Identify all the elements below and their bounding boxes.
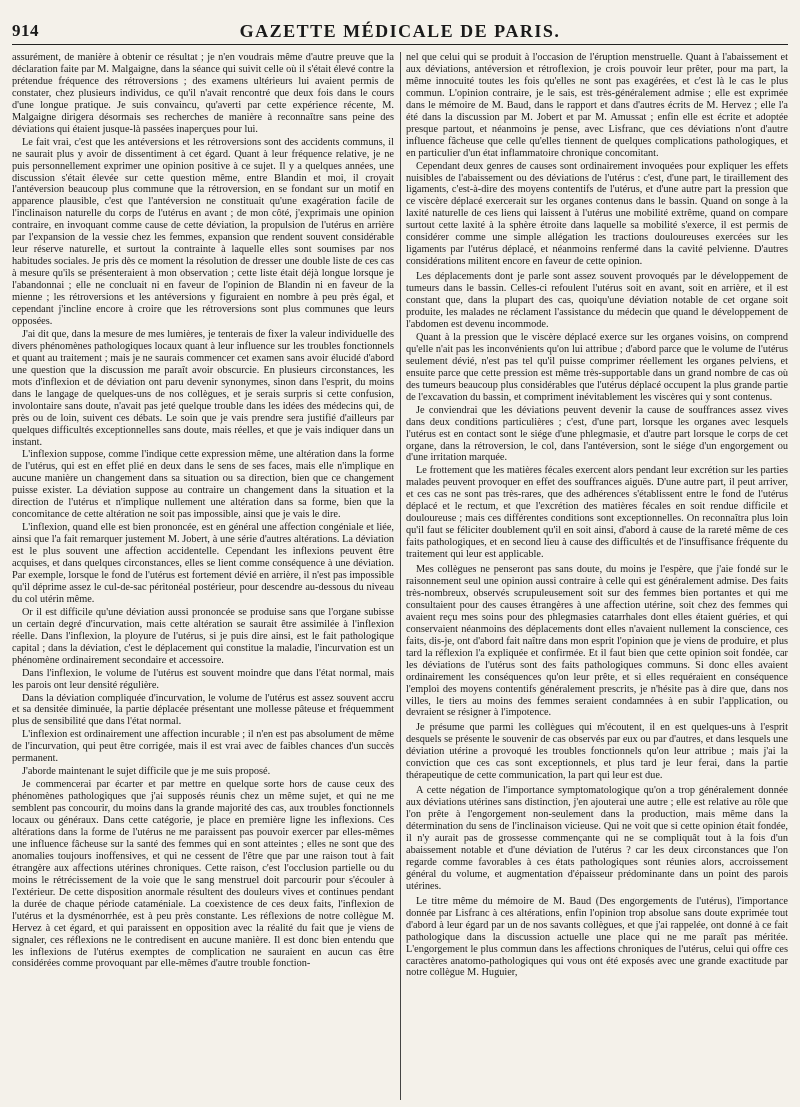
paragraph: Je présume que parmi les collègues qui m'écoutent, il en est quelques-uns à l'esprit desquels se présente le souvenir de cas observés par eux ou par d'autres, et dans lesquels une déviation utérine a provoqué les troubles fonctionnels qu'on leur attribue ; mais j'ai la conviction que ces cas sont exceptionnels, et plus tard je leur ferai, dans la partie thérapeutique de cette communication, la part qui leur est due. bbox=[406, 722, 788, 782]
paragraph: Le fait vrai, c'est que les antéversions et les rétroversions sont des accidents communs, il ne saurait plus y avoir de dissentiment à cet égard. Quant à leur fréquence relative, je ne puis personnellement exprimer une opinion positive à ce sujet. Il y a quelques années, une discussion s'était élevée sur cette question même, entre Blandin et moi, il croyait l'antéversion beaucoup plus commune que la rétroversion, en se fondant sur un motif en apparence plausible, c'est que l'antéversion ne constituait qu'une exagération facile de l'inclinaison naturelle du corps de l'utérus en avant ; de mon côté, j'exprimais une opinion contraire, en invoquant comme cause de cette déviation, la propulsion de l'utérus en arrière par l'expansion de la vessie chez les femmes, expansion que rendent souvent considérable leur réserve naturelle, et surtout la contrainte à laquelle elles sont soumises par nos habitudes sociales. Je pris dès ce moment la résolution de dresser une double liste de ces cas à mesure qu'ils se présenteraient à mon observation ; cette liste était déjà longue lorsque je l'abandonnai ; elle ne concluait ni en faveur de l'opinion de Blandin ni en faveur de la mienne ; les rétroversions et les antéversions y figuraient en nombre à peu près égal, et cependant j'incline encore à croire que les rétroversions sont plus communes que leurs opposées. bbox=[12, 136, 394, 327]
text-columns bbox=[12, 52, 788, 1100]
paragraph: Or il est difficile qu'une déviation aussi prononcée se produise sans que l'organe subisse un certain degré d'incurvation, mais cette altération se saurait être assimilée à l'inflexion réelle. Dans l'inflexion, la ployure de l'utérus, si je puis dire ainsi, est le fait pathologique capital ; dans la déviation, c'est le déplacement qui constitue la maladie, l'incurvation est un phénomène ordinairement secondaire et accessoire. bbox=[12, 606, 394, 666]
paragraph: Je commencerai par écarter et par mettre en quelque sorte hors de cause ceux des phénomènes pathologiques que j'ai supposés réunis chez un même sujet, et qui ne me semblent pas concourir, du moins dans la grande majorité des cas, aux troubles fonctionnels locaux ou généraux. Dans cette catégorie, je place en première ligne les inflexions. Ces altérations dans la forme de l'utérus ne me paraissent pas pouvoir exercer par elles-mêmes une influence fâcheuse sur la santé des femmes qui en sont atteintes ; elles ne sont que des anomalies toujours inoffensives, et qui ne cessent de l'être que par une raison tout à fait étrangère aux affections utérines chroniques. Cette raison, c'est l'occlusion partielle ou du moins le rétrécissement de la voie que le sang menstruel doit parcourir pour s'écouler à l'extérieur. De cette disposition anormale résultent des douleurs vives et continues pendant la durée de chaque période cataméniale. La coexistence de ces deux faits, l'inflexion de l'utérus et la dysménorrhée, est à peu près constante. Les réflexions de notre collègue M. Hervez à cet égard, et qui paraissent en opposition avec la réalité du fait que je viens de signaler, ces réflexions ne le contredisent en aucune manière. Il est donc bien entendu que les inflexions de l'utérus exemptes de complication ne sauraient en aucun cas être considérées comme provoquant par elle-mêmes d'autre trouble fonction- bbox=[12, 779, 394, 970]
paragraph: L'inflexion, quand elle est bien prononcée, est en général une affection congéniale et liée, ainsi que l'a fait remarquer justement M. Jobert, à une série d'autres altérations. La déviation est le plus souvent une affection accidentelle. Cependant les inflexions peuvent être acquises, et dans quelques circonstances, elles se lient comme conséquence à une déviation. Par exemple, lorsque le fond de l'utérus est fortement dévié en arrière, il n'est pas impossible qu'il déprime assez le cul-de-sac péritonéal postérieur, pour descendre au-dessous du niveau du col utérin même. bbox=[12, 522, 394, 605]
paragraph: Le frottement que les matières fécales exercent alors pendant leur excrétion sur les parties malades peuvent provoquer en effet des souffrances aiguës. D'une autre part, il peut arriver, et ces cas ne sont pas très-rares, que des adhérences s'établissent entre le fond de l'utérus déplacé et le rectum, et que l'excrétion des matières fécales en soit rendue difficile et douloureuse ; mais ces différentes conditions sont exceptionnelles. On reconnaîtra plus loin qu'il faut se féliciter doublement qu'il en soit ainsi, d'abord à cause de la rareté même de ces faits pathologiques, et en second lieu à cause des difficultés et de l'insuffisance fréquente du traitement qui leur est applicable. bbox=[406, 465, 788, 561]
column-divider bbox=[400, 52, 401, 1100]
paragraph: A cette négation de l'importance symptomatologique qu'on a trop généralement donnée aux déviations utérines sans distinction, j'en ajouterai une autre ; elle est relative au rôle que l'on prête à l'engorgement non-seulement dans la production, mais même dans la détermination du sens de l'inclinaison vicieuse. Qui ne voit que si cette opinion était fondée, il n'y aurait pas de grossesse commençante qui ne se compliquât tout à la fois d'un abaissement notable et d'une déviation de l'utérus ? car les deux circonstances que l'on regarde comme favorables à ces états pathologiques sont réunies alors, accroissement général du volume, et augmentation d'épaisseur prédominante dans un point des parois utérines. bbox=[406, 785, 788, 892]
paragraph: L'inflexion est ordinairement une affection incurable ; il n'en est pas absolument de même de l'incurvation, qui peut être corrigée, mais il est vrai avec de faibles chances d'un succès permanent. bbox=[12, 729, 394, 765]
paragraph: Mes collègues ne penseront pas sans doute, du moins je l'espère, que j'aie fondé sur le raisonnement seul une opinion aussi contraire à celle qui est généralement admise. Des faits très-nombreux, observés scrupuleusement soit sur des femmes bien portantes et qui me consultaient pour des causes étrangères à une affection utérine, soit chez des femmes qui avaient reçu mes soins pour des phlegmasies catarrhales dont elles étaient guéries, et qui conservaient néanmoins des déplacements dont elles n'avaient nullement la conscience, ces faits, dis-je, ont d'abord fait naître dans mon esprit l'opinion que je viens de produire, et plus tard la réflexion l'a expliquée et confirmée. Et il faut bien que cette opinion soit fondée, car les déviations de l'utérus sont des faits pathologiques communs. Si donc elles avaient ordinairement les conséquences qu'on leur prête, et si elles requéraient en conséquence l'emploi des moyens contentifs généralement prescrits, je n'hésite pas à dire que, dans nos villes, le tiers au moins des femmes seraient condamnées à en subir l'application, ou devraient se résigner à l'impotence. bbox=[406, 564, 788, 719]
paragraph: Je conviendrai que les déviations peuvent devenir la cause de souffrances assez vives dans deux conditions particulières ; c'est, d'une part, lorsque les organes avec lesquels l'utérus est en contact sont le siége d'une phlegmasie, et d'autre part lorsque le corps de cet organe, dans la rétroversion, le col, dans l'antéversion, sont le siége d'un engorgement ou d'une irritation marquée. bbox=[406, 404, 788, 464]
paragraph: L'inflexion suppose, comme l'indique cette expression même, une altération dans la forme de l'utérus, qui est en effet plié en deux dans le sens de ses faces, mais elle n'implique en aucune manière un changement dans sa situation ou sa direction, bien que ce changement puisse exister. La déviation suppose au contraire un changement dans la situation et la direction de l'utérus et n'implique nullement une altération dans sa forme, bien que la concomitance de cette altération ne soit pas impossible, ainsi que je vais le dire. bbox=[12, 449, 394, 521]
paragraph: Le titre même du mémoire de M. Baud (Des engorgements de l'utérus), l'importance donnée par Lisfranc à ces altérations, enfin l'opinion trop absolue sans doute exprimée tout d'abord à leur égard par un de nos savants collègues, et que j'ai rappelée, ont donné à ce fait pathologique dans la discussion actuelle une place qui ne me paraît pas méritée. L'engorgement le plus commun dans les affections chroniques de l'utérus, celui qui offre ces caractères anatomo-pathologiques qui vous ont été exposés avec une grande exactitude par notre collègue M. Huguier, bbox=[406, 895, 788, 979]
paragraph: Les déplacements dont je parle sont assez souvent provoqués par le développement de tumeurs dans le bassin. Celles-ci refoulent l'utérus soit en avant, soit en arrière, et il est constant que, dans la plupart des cas, quoiqu'une déviation notable de cet organe soit produite, les malades ne réclament l'assistance du médecin que quand le développement de l'abdomen est devenu incommode. bbox=[406, 271, 788, 330]
left-column bbox=[12, 52, 394, 1100]
right-column bbox=[406, 52, 788, 1100]
paragraph: J'aborde maintenant le sujet difficile que je me suis proposé. bbox=[22, 766, 271, 778]
paragraph: Dans l'inflexion, le volume de l'utérus est souvent moindre que dans l'état normal, mais les parois ont leur densité régulière. bbox=[12, 667, 394, 691]
page-header bbox=[12, 18, 788, 45]
paragraph: J'ai dit que, dans la mesure de mes lumières, je tenterais de fixer la valeur individuelle des divers phénomènes pathologiques locaux quant à leur influence sur les troubles fonctionnels et quant au traitement ; mais je ne saurais commencer cet examen sans avoir élucidé d'abord une question que la discussion me paraît avoir obscurcie. En plusieurs circonstances, les mots d'inflexion et de déviation ont paru devenir synonymes, sinon dans l'esprit, du moins dans le langage de quelques-uns de nos collègues, et je serais surpris si cette confusion, involontaire sans doute, n'avait pas jeté quelque trouble dans les idées des médecins qui, de près ou de loin, suivent ces débats. Le soin que je vais prendre sera justifié d'ailleurs par quelques difficultés exceptionnelles sans doute, mais réelles, et que je vais indiquer dans un instant. bbox=[12, 328, 394, 448]
paragraph: Quant à la pression que le viscère déplacé exerce sur les organes voisins, on comprend qu'elle n'ait pas les inconvénients qu'on lui attribue ; d'abord parce que le volume de l'utérus seulement dévié, n'est pas tel qu'il puisse comprimer réellement les organes pelviens, et ensuite parce que cette pression est même très-supportable dans un grand nombre de cas où des tumeurs beaucoup plus considérables que l'utérus déplacé occupent la plus grande partie de l'excavation du bassin, et compriment inévitablement les viscères qui y sont contenus. bbox=[406, 331, 788, 403]
paragraph: Cependant deux genres de causes sont ordinairement invoquées pour expliquer les effets nuisibles de l'abaissement ou des déviations de l'utérus : c'est, d'une part, le tiraillement des ligaments, c'est-à-dire des moyens contentifs de l'utérus, et d'une autre part la pression que ce viscère déplacé exercerait sur les organes contenus dans le bassin. Quand on songe à la laxité naturelle de ces liens qui laissent à l'utérus une mobilité extrême, quand on compare surtout cette laxité à la sphère étroite dans laquelle sa mobilité s'exerce, il est permis de considérer comme une simple allégation les tractions douloureuses exercées sur les ligaments par l'utérus déplacé, et néanmoins renfermé dans la cavité pelvienne. D'autres considérations militent encore en faveur de cette opinion. bbox=[406, 160, 788, 268]
paragraph: assurément, de manière à obtenir ce résultat ; je n'en voudrais même d'autre preuve que la déclaration faite par M. Malgaigne, dans la séance qui suivit celle où il s'était élevé contre la prétendue fréquence des rétroversions ; des examens ultérieurs lui avaient permis de constater, chez plusieurs individus, ce qu'il n'avait rencontré que deux fois dans le cours d'une longue pratique. Je suis convaincu, qu'averti par cette expérience récente, M. Malgaigne dirigera désormais ses recherches de manière à reconnaître sans peine des déviations qui étaient jusque-là passées inaperçues pour lui. bbox=[12, 52, 394, 135]
running-title: GAZETTE MÉDICALE DE PARIS. bbox=[239, 20, 561, 41]
paragraph: nel que celui qui se produit à l'occasion de l'éruption menstruelle. Quant à l'abaissement et aux déviations, antéversion et rétroflexion, je crois pouvoir leur prêter, pour ma part, la même innocuité toutes les fois qu'elles ne sont pas exagérées, et c'est là le cas le plus commun. L'opinion contraire, je le sais, est très-généralement admise ; elle est exprimée dans le mémoire de M. Baud, dans le rapport et dans d'autres écrits de M. Hervez ; elle l'a été dans la discussion par M. Jobert et par M. Amussat ; enfin elle est écrite et adoptée presque partout, et néanmoins je pense, avec Lisfranc, que ces déviations n'ont d'autre influence fâcheuse que celle qu'elles tiennent de quelques complications pathologiques, et en particulier d'un état inflammatoire chronique concomitant. bbox=[406, 52, 788, 159]
page-number: 914 bbox=[12, 21, 39, 40]
paragraph: Dans la déviation compliquée d'incurvation, le volume de l'utérus est assez souvent accru et sa densitée diminuée, la partie déplacée présentant une mollesse pâteuse et fréquemment plus de sensibilité que dans l'état normal. bbox=[12, 692, 394, 728]
